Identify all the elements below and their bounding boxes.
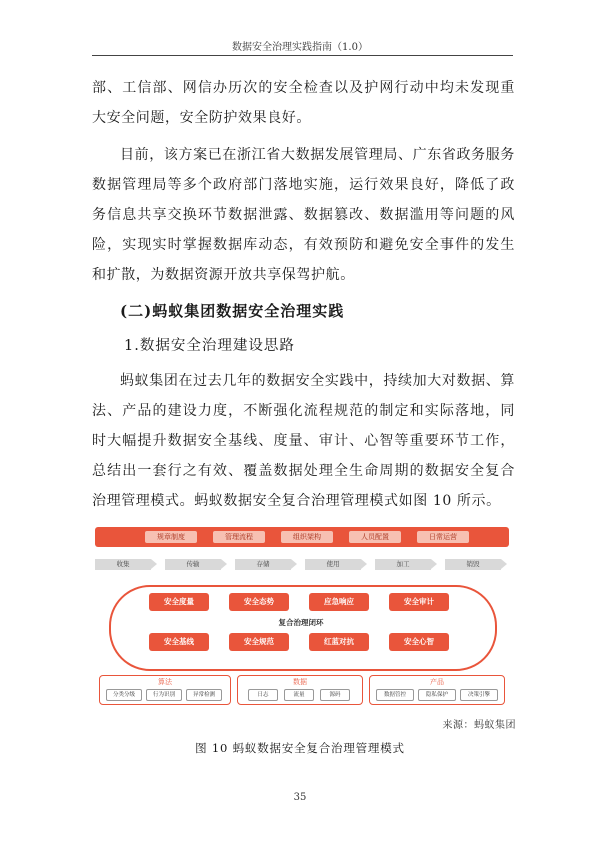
loop-node: 红蓝对抗	[309, 633, 369, 651]
header-rule	[92, 55, 513, 56]
chip: 隐私保护	[418, 689, 456, 701]
pill-item: 人员配置	[349, 531, 401, 543]
loop-node: 应急响应	[309, 593, 369, 611]
flow-step: 使用	[305, 559, 361, 570]
loop-node: 安全基线	[149, 633, 209, 651]
figure-caption: 图 10 蚂蚁数据安全复合治理管理模式	[195, 741, 405, 755]
pill-item: 管理流程	[213, 531, 265, 543]
chip: 数据管控	[376, 689, 414, 701]
chip: 异常检测	[186, 689, 222, 701]
section-heading: (二)蚂蚁集团数据安全治理实践	[120, 302, 345, 320]
flow-step: 加工	[375, 559, 431, 570]
group-label: 数据	[293, 678, 307, 686]
loop-node: 安全心智	[389, 633, 449, 651]
paragraph-2: 目前，该方案已在浙江省大数据发展管理局、广东省政务服务数据管理局等多个政府部门落地实施，运行效果良好，降低了政务信息共享交换环节数据泄露、数据篡改、数据滥用等问题的风险，实现实时掌握数据库动态，有效预防和避免安全事件的发生和扩散，为数据资源开放共享保驾护航。	[92, 147, 515, 283]
flow-step: 收集	[95, 559, 151, 570]
chip: 行为识别	[146, 689, 182, 701]
chip: 决策引擎	[460, 689, 498, 701]
pill-item: 日常运营	[417, 531, 469, 543]
group-label: 产品	[430, 678, 444, 686]
paragraph-3: 蚂蚁集团在过去几年的数据安全实践中，持续加大对数据、算法、产品的建设力度，不断强化流程规范的制定和实际落地，同时大幅提升数据安全基线、度量、审计、心智等重要环节工作，总结出一套行之有效、覆盖数据处理全生命周期的数据安全复合治理管理模式。蚂蚁数据安全复合治理管理模式如图 10 所示。	[92, 373, 515, 509]
page-number: 35	[293, 792, 307, 803]
loop-title: 复合治理闭环	[278, 618, 324, 627]
loop-node: 安全规范	[229, 633, 289, 651]
subsection-heading: 1.数据安全治理建设思路	[124, 338, 295, 354]
paragraph-1: 部、工信部、网信办历次的安全检查以及护网行动中均未发现重大安全问题，安全防护效果良好。	[92, 80, 515, 126]
group-product	[369, 675, 505, 705]
group-label: 算法	[158, 678, 172, 686]
running-header: 数据安全治理实践指南（1.0）	[232, 42, 368, 53]
flow-step: 存储	[235, 559, 291, 570]
flow-step: 传输	[165, 559, 221, 570]
figure-10-diagram	[91, 523, 515, 707]
chip: 分类分级	[106, 689, 142, 701]
loop-node: 安全度量	[149, 593, 209, 611]
chip: 日志	[248, 689, 278, 701]
management-bar	[95, 527, 509, 547]
chip: 流量	[284, 689, 314, 701]
pill-item: 组织架构	[281, 531, 333, 543]
figure-source: 来源：蚂蚁集团	[442, 720, 516, 731]
chip: 源码	[320, 689, 350, 701]
loop-node: 安全态势	[229, 593, 289, 611]
flow-step: 销毁	[445, 559, 501, 570]
group-data	[237, 675, 363, 705]
pill-item: 规章制度	[145, 531, 197, 543]
loop-node: 安全审计	[389, 593, 449, 611]
group-algorithm	[99, 675, 231, 705]
lifecycle-flow	[95, 559, 509, 571]
